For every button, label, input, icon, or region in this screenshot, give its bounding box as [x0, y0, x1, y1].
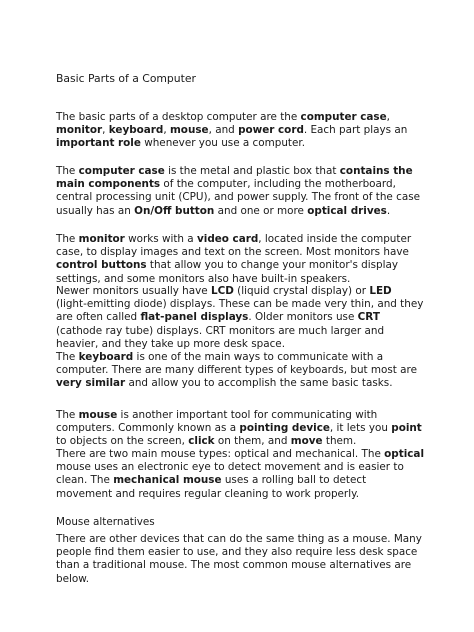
emphasis-text: mechanical mouse [113, 474, 222, 487]
emphasis-text: optical [384, 448, 425, 460]
emphasis-text: move [290, 435, 323, 448]
emphasis-text: monitor [78, 233, 125, 245]
emphasis-text: point [391, 422, 422, 435]
paragraph-monitor [56, 233, 424, 286]
emphasis-text: very similar [56, 377, 126, 390]
emphasis-text: monitor [56, 124, 103, 137]
body-text: , [386, 111, 390, 123]
body-text: The basic parts of a desktop computer are the [56, 111, 301, 123]
body-text: mouse uses an electronic eye to detect movement and is easier to clean. The [56, 461, 404, 487]
emphasis-text: control buttons [56, 259, 147, 272]
emphasis-text: keyboard [78, 351, 134, 363]
emphasis-text: On/Off button [134, 204, 215, 217]
body-text: , located inside the computer case, to display images and text on the screen. Most monitors have [56, 233, 412, 259]
document-title: Basic Parts of a Computer [56, 72, 196, 85]
body-text: works with a [124, 233, 197, 245]
body-text: to objects on the screen, [56, 435, 189, 448]
emphasis-text: computer case [78, 165, 165, 177]
body-text: The [56, 409, 79, 421]
paragraph-mouse-alternatives [56, 533, 424, 586]
emphasis-text: mouse [78, 409, 118, 421]
body-text: The [56, 165, 79, 177]
body-text: whenever you use a computer. [140, 137, 306, 150]
body-text: There are other devices that can do the same thing as a mouse. Many people find them easier to use, and they also require less desk space than a traditional mouse. The most common mouse alternatives are below. [56, 533, 422, 585]
body-text: uses a rolling ball to detect movement and requires regular cleaning to work properly. [56, 474, 367, 500]
body-text: (liquid crystal display) or [233, 285, 370, 297]
emphasis-text: LED [369, 285, 392, 297]
body-text: on them, and [214, 435, 291, 448]
emphasis-text: keyboard [108, 124, 164, 137]
body-text: Newer monitors usually have [56, 285, 211, 297]
paragraph-keyboard [56, 351, 424, 391]
body-text: is the metal and plastic box that [164, 165, 340, 177]
emphasis-text: contains the main components [56, 165, 413, 191]
body-text: is one of the main ways to communicate with a computer. There are many different types of keyboards, but most are [56, 351, 417, 377]
section-heading-mouse-alternatives: Mouse alternatives [56, 516, 155, 528]
body-text: and allow you to accomplish the same basic tasks. [125, 377, 393, 390]
emphasis-text: LCD [210, 285, 234, 297]
body-text: . Each part plays an [303, 124, 408, 137]
body-text: . Older monitors use [248, 311, 358, 324]
body-text: (light-emitting diode) displays. These can be made very thin, and they are often called [56, 298, 424, 324]
body-text: (cathode ray tube) displays. CRT monitors are much larger and heavier, and they take up more desk space. [56, 324, 385, 350]
body-text: , it lets you [329, 422, 392, 435]
paragraph-mouse-types [56, 448, 424, 501]
paragraph-intro [56, 111, 424, 151]
emphasis-text: important role [56, 137, 141, 150]
body-text: , [102, 124, 109, 137]
emphasis-text: computer case [300, 111, 387, 123]
emphasis-text: mouse [169, 124, 209, 137]
paragraph-monitor-types [56, 285, 424, 351]
emphasis-text: video card [196, 233, 259, 245]
body-text: The [56, 233, 79, 245]
body-text: , [163, 124, 170, 137]
emphasis-text: power cord [238, 124, 304, 137]
emphasis-text: pointing device [239, 422, 330, 435]
body-text: There are two main mouse types: optical and mechanical. The [56, 448, 385, 460]
body-text: The [56, 351, 79, 363]
emphasis-text: flat-panel displays [140, 311, 249, 324]
emphasis-text: CRT [357, 311, 380, 324]
body-text: of the computer, including the motherboard, central processing unit (CPU), and power supply. The front of the case usually has an [56, 178, 420, 217]
body-text: . [386, 204, 391, 217]
body-text: , and [208, 124, 239, 137]
body-text: is another important tool for communicating with computers. Commonly known as a [56, 409, 378, 435]
emphasis-text: optical drives [307, 204, 387, 217]
paragraph-mouse [56, 409, 424, 449]
body-text: them. [322, 435, 357, 448]
paragraph-computer-case [56, 165, 424, 218]
body-text: that allow you to change your monitor's display settings, and some monitors also have built-in speakers. [56, 259, 399, 285]
body-text: and one or more [214, 204, 308, 217]
emphasis-text: click [188, 435, 215, 448]
